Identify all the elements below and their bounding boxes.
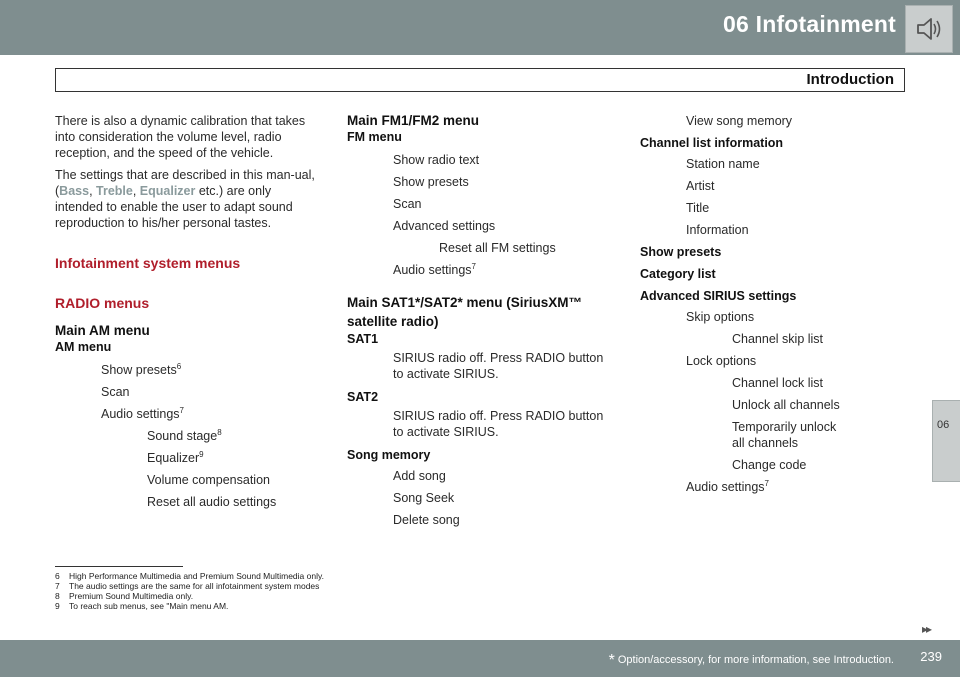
section-band xyxy=(55,68,905,92)
list-item: Unlock all channels xyxy=(732,398,840,412)
list-item: Sound stage$^8$ xyxy=(147,427,222,443)
list-item: Audio settings$^7$ xyxy=(686,478,769,494)
list-item: Information xyxy=(686,223,749,237)
list-item: Show presets$^6$ xyxy=(101,361,182,377)
footnote: 8 Premium Sound Multimedia only. xyxy=(55,591,194,601)
list-item: Scan xyxy=(101,385,130,399)
next-page-arrows-icon[interactable]: ▸▸ xyxy=(922,622,931,636)
heading-song-memory: Song memory xyxy=(347,448,431,462)
footnote: 6 High Performance Multimedia and Premium Sound Multimedia only. xyxy=(55,571,324,581)
speaker-icon xyxy=(915,16,943,42)
list-item: Show presets xyxy=(393,175,469,189)
side-tab-label: 06 xyxy=(937,419,950,431)
list-item: Delete song xyxy=(393,513,460,527)
column-right xyxy=(640,113,880,498)
heading-channel-info: Channel list information xyxy=(640,136,784,150)
list-item: Artist xyxy=(686,179,715,193)
list-item: Station name xyxy=(686,157,760,171)
heading-fm-menu: FM menu xyxy=(347,130,402,144)
link-treble[interactable]: Treble xyxy=(96,184,133,198)
section-title: Introduction xyxy=(806,71,894,88)
footer-bar xyxy=(0,640,960,677)
settings-text-a: The settings that are described in this man-ual, ( xyxy=(55,168,315,198)
page-number: 239 xyxy=(920,649,942,664)
footnote: 9 To reach sub menus, see "Main menu AM. xyxy=(55,601,229,611)
list-item: Skip options xyxy=(686,310,755,324)
list-item: Equalizer$^9$ xyxy=(147,449,204,465)
list-item: Audio settings$^7$ xyxy=(101,405,184,421)
heading-am-menu: AM menu xyxy=(55,340,112,354)
list-item: Title xyxy=(686,201,710,215)
list-item: Scan xyxy=(393,197,422,211)
settings-text-b: etc.) are only intended to enable the user to adapt sound reproduction to his/her personal tastes. xyxy=(55,184,293,230)
footnotes xyxy=(55,571,324,611)
heading-radio-menus: RADIO menus xyxy=(55,295,150,311)
sep-2: , xyxy=(132,184,140,198)
heading-main-am: Main AM menu xyxy=(55,323,150,338)
heading-main-fm: Main FM1/FM2 menu xyxy=(347,113,480,128)
list-item: Reset all FM settings xyxy=(439,241,556,255)
option-note-text: Option/accessory, for more information, see Introduction. xyxy=(617,654,894,666)
list-item: Show radio text xyxy=(393,153,480,167)
heading-main-sat: Main SAT1*/SAT2* menu (SiriusXM™ satellite radio) xyxy=(347,295,583,329)
heading-infotainment-menus: Infotainment system menus xyxy=(55,255,241,271)
sep-1: , xyxy=(89,184,97,198)
column-left xyxy=(55,113,320,513)
list-item: Add song xyxy=(393,469,446,483)
link-bass[interactable]: Bass xyxy=(59,184,90,198)
calibration-paragraph: There is also a dynamic calibration that takes into consideration the volume level, radio reception, and the speed of the vehicle. xyxy=(55,114,306,160)
list-item: Channel skip list xyxy=(732,332,824,346)
footnote: 7 The audio settings are the same for all infotainment system modes xyxy=(55,581,320,591)
list-item: Volume compensation xyxy=(147,473,270,487)
sat1-message: SIRIUS radio off. Press RADIO button to activate SIRIUS. xyxy=(393,351,604,381)
chapter-icon-box xyxy=(905,5,953,53)
heading-category-list: Category list xyxy=(640,267,716,281)
sat2-message: SIRIUS radio off. Press RADIO button to activate SIRIUS. xyxy=(393,409,604,439)
list-item: Change code xyxy=(732,458,807,472)
option-footnote xyxy=(609,652,894,670)
list-item: Audio settings$^7$ xyxy=(393,261,476,277)
link-equalizer[interactable]: Equalizer xyxy=(139,184,196,198)
list-item: Song Seek xyxy=(393,491,455,505)
settings-paragraph xyxy=(55,167,320,231)
chapter-header-bar xyxy=(0,0,960,55)
heading-show-presets: Show presets xyxy=(640,245,722,259)
list-item: Lock options xyxy=(686,354,757,368)
list-item: Channel lock list xyxy=(732,376,824,390)
heading-advanced-sirius: Advanced SIRIUS settings xyxy=(640,289,797,303)
footnote-divider xyxy=(55,566,183,567)
option-star: * xyxy=(608,652,615,669)
column-middle xyxy=(347,113,607,531)
chapter-title: 06 Infotainment xyxy=(723,11,896,37)
list-item: Advanced settings xyxy=(393,219,496,233)
chapter-side-tab[interactable] xyxy=(932,400,960,482)
list-item: View song memory xyxy=(686,114,793,128)
list-item: Reset all audio settings xyxy=(147,495,277,509)
heading-sat1: SAT1 xyxy=(347,332,379,346)
heading-sat2: SAT2 xyxy=(347,390,379,404)
list-item: Temporarily unlock all channels xyxy=(732,420,837,450)
